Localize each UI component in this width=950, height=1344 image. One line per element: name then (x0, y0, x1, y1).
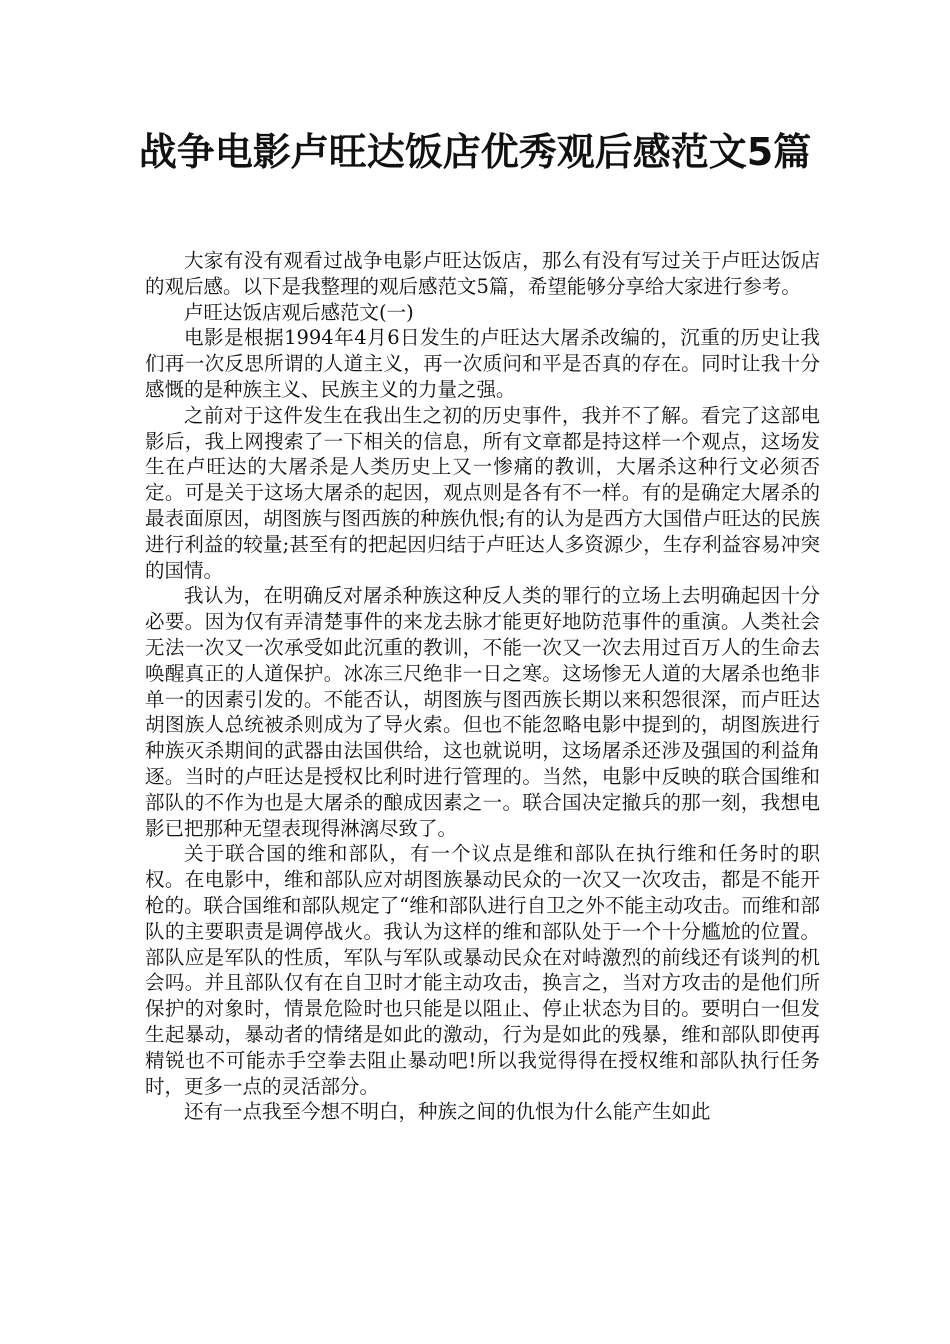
section-heading: 卢旺达饭店观后感范文(一) (184, 300, 414, 324)
document-body (145, 248, 820, 1125)
paragraph-intro: 大家有没有观看过战争电影卢旺达饭店，那么有没有写过关于卢旺达饭店的观后感。以下是我整理的观后感范文5篇，希望能够分享给大家进行参考。 (145, 249, 820, 298)
paragraph: 我认为，在明确反对屠杀种族这种反人类的罪行的立场上去明确起因十分必要。因为仅有弄清楚事件的来龙去脉才能更好地防范事件的重演。人类社会无法一次又一次承受如此沉重的教训，不能一次又一次去用过百万人的生命去唤醒真正的人道保护。冰冻三尺绝非一日之寒。这场惨无人道的大屠杀也绝非单一的因素引发的。不能否认，胡图族与图西族长期以来积怨很深，而卢旺达胡图族人总统被杀则成为了导火索。但也不能忽略电影中提到的，胡图族进行种族灭杀期间的武器由法国供给，这也就说明，这场屠杀还涉及强国的利益角逐。当时的卢旺达是授权比利时进行管理的。当然，电影中反映的联合国维和部队的不作为也是大屠杀的酿成因素之一。联合国决定撤兵的那一刻，我想电影已把那种无望表现得淋漓尽致了。 (145, 584, 820, 840)
paragraph: 还有一点我至今想不明白，种族之间的仇恨为什么能产生如此 (184, 1100, 711, 1124)
paragraph: 电影是根据1994年4月6日发生的卢旺达大屠杀改编的，沉重的历史让我们再一次反思所谓的人道主义，再一次质问和平是否真的存在。同时让我十分感慨的是种族主义、民族主义的力量之强。 (145, 326, 820, 401)
paragraph: 之前对于这件发生在我出生之初的历史事件，我并不了解。看完了这部电影后，我上网搜索了一下相关的信息，所有文章都是持这样一个观点，这场发生在卢旺达的大屠杀是人类历史上又一惨痛的教训，大屠杀这种行文必须否定。可是关于这场大屠杀的起因，观点则是各有不一样。有的是确定大屠杀的最表面原因，胡图族与图西族的种族仇恨;有的认为是西方大国借卢旺达的民族进行利益的较量;甚至有的把起因归结于卢旺达人多资源少，生存利益容易冲突的国情。 (145, 403, 820, 582)
document-title: 战争电影卢旺达饭店优秀观后感范文5篇 (138, 130, 812, 174)
paragraph: 关于联合国的维和部队，有一个议点是维和部队在执行维和任务时的职权。在电影中，维和部队应对胡图族暴动民众的一次又一次攻击，都是不能开枪的。联合国维和部队规定了“维和部队进行自卫之外不能主动攻击。而维和部队的主要职责是调停战火。我认为这样的维和部队处于一个十分尴尬的位置。部队应是军队的性质，军队与军队或暴动民众在对峙激烈的前线还有谈判的机会吗。并且部队仅有在自卫时才能主动攻击，换言之，当对方攻击的是他们所保护的对象时，情景危险时也只能是以阻止、停止状态为目的。要明白一但发生起暴动，暴动者的情绪是如此的激动，行为是如此的残暴，维和部队即使再精锐也不可能赤手空拳去阻止暴动吧!所以我觉得得在授权维和部队执行任务时，更多一点的灵活部分。 (145, 842, 820, 1098)
